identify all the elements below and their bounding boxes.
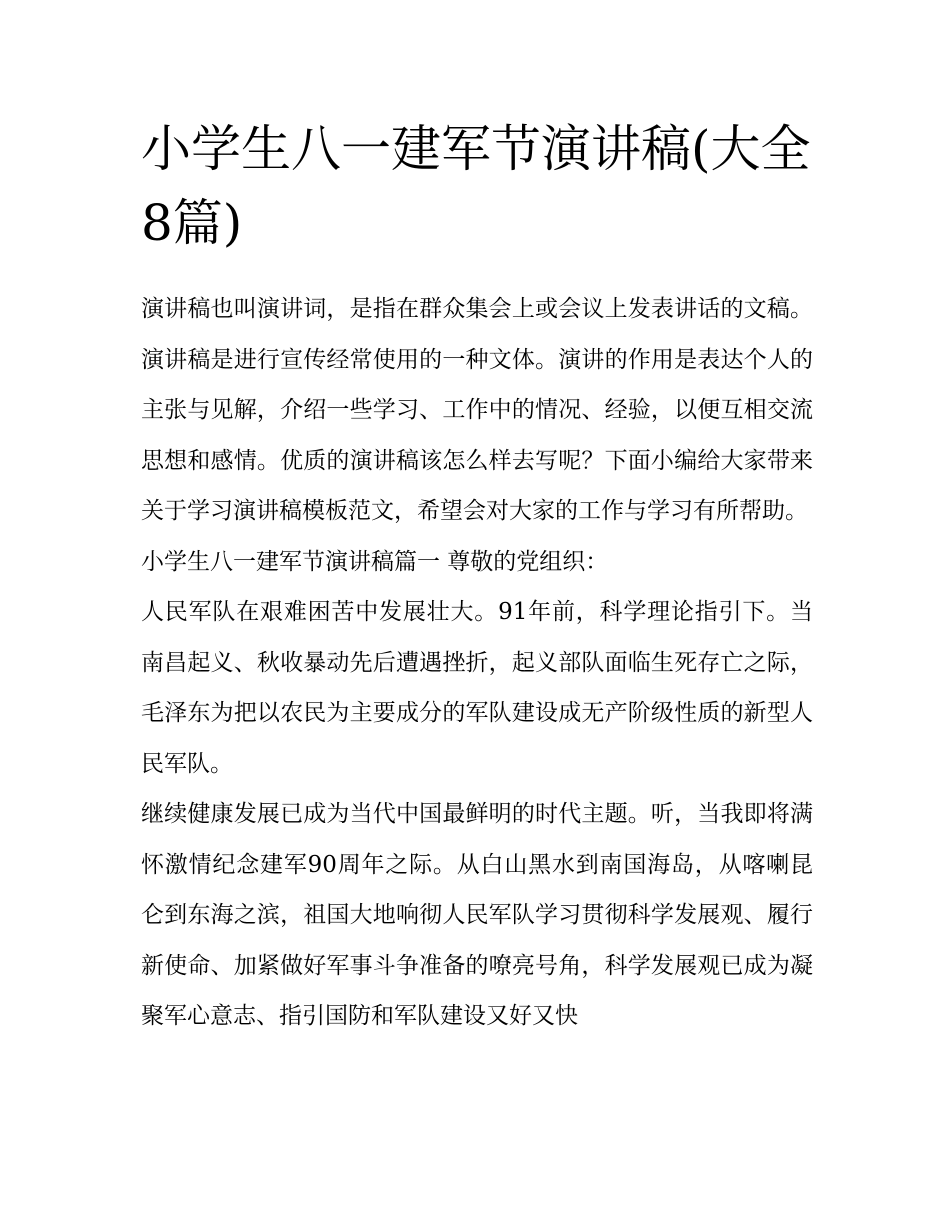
intro-paragraph: 演讲稿也叫演讲词，是指在群众集会上或会议上发表讲话的文稿。演讲稿是进行宣传经常使用的一种文体。演讲的作用是表达个人的主张与见解，介绍一些学习、工作中的情况、经验，以便互相交流思想和感情。优质的演讲稿该怎么样去写呢？下面小编给大家带来关于学习演讲稿模板范文，希望会对大家的工作与学习有所帮助。 bbox=[141, 296, 813, 524]
body-paragraph: 继续健康发展已成为当代中国最鲜明的时代主题。听，当我即将满怀激情纪念建军90周年之际。从白山黑水到南国海岛，从喀喇昆仑到东海之滨，祖国大地响彻人民军队学习贯彻科学发展观、履行新使命、加紧做好军事斗争准备的嘹亮号角，科学发展观已成为凝聚军心意志、指引国防和军队建设又好又快 bbox=[141, 801, 813, 1029]
document-body bbox=[141, 112, 813, 1042]
section-heading-paragraph: 小学生八一建军节演讲稿篇一 尊敬的党组织： bbox=[141, 548, 609, 575]
document-title: 小学生八一建军节演讲稿(大全8篇) bbox=[141, 120, 811, 252]
body-paragraph: 人民军队在艰难困苦中发展壮大。91年前，科学理论指引下。当南昌起义、秋收暴动先后遭遇挫折，起义部队面临生死存亡之际，毛泽东为把以农民为主要成分的军队建设成无产阶级性质的新型人民军队。 bbox=[141, 599, 813, 777]
